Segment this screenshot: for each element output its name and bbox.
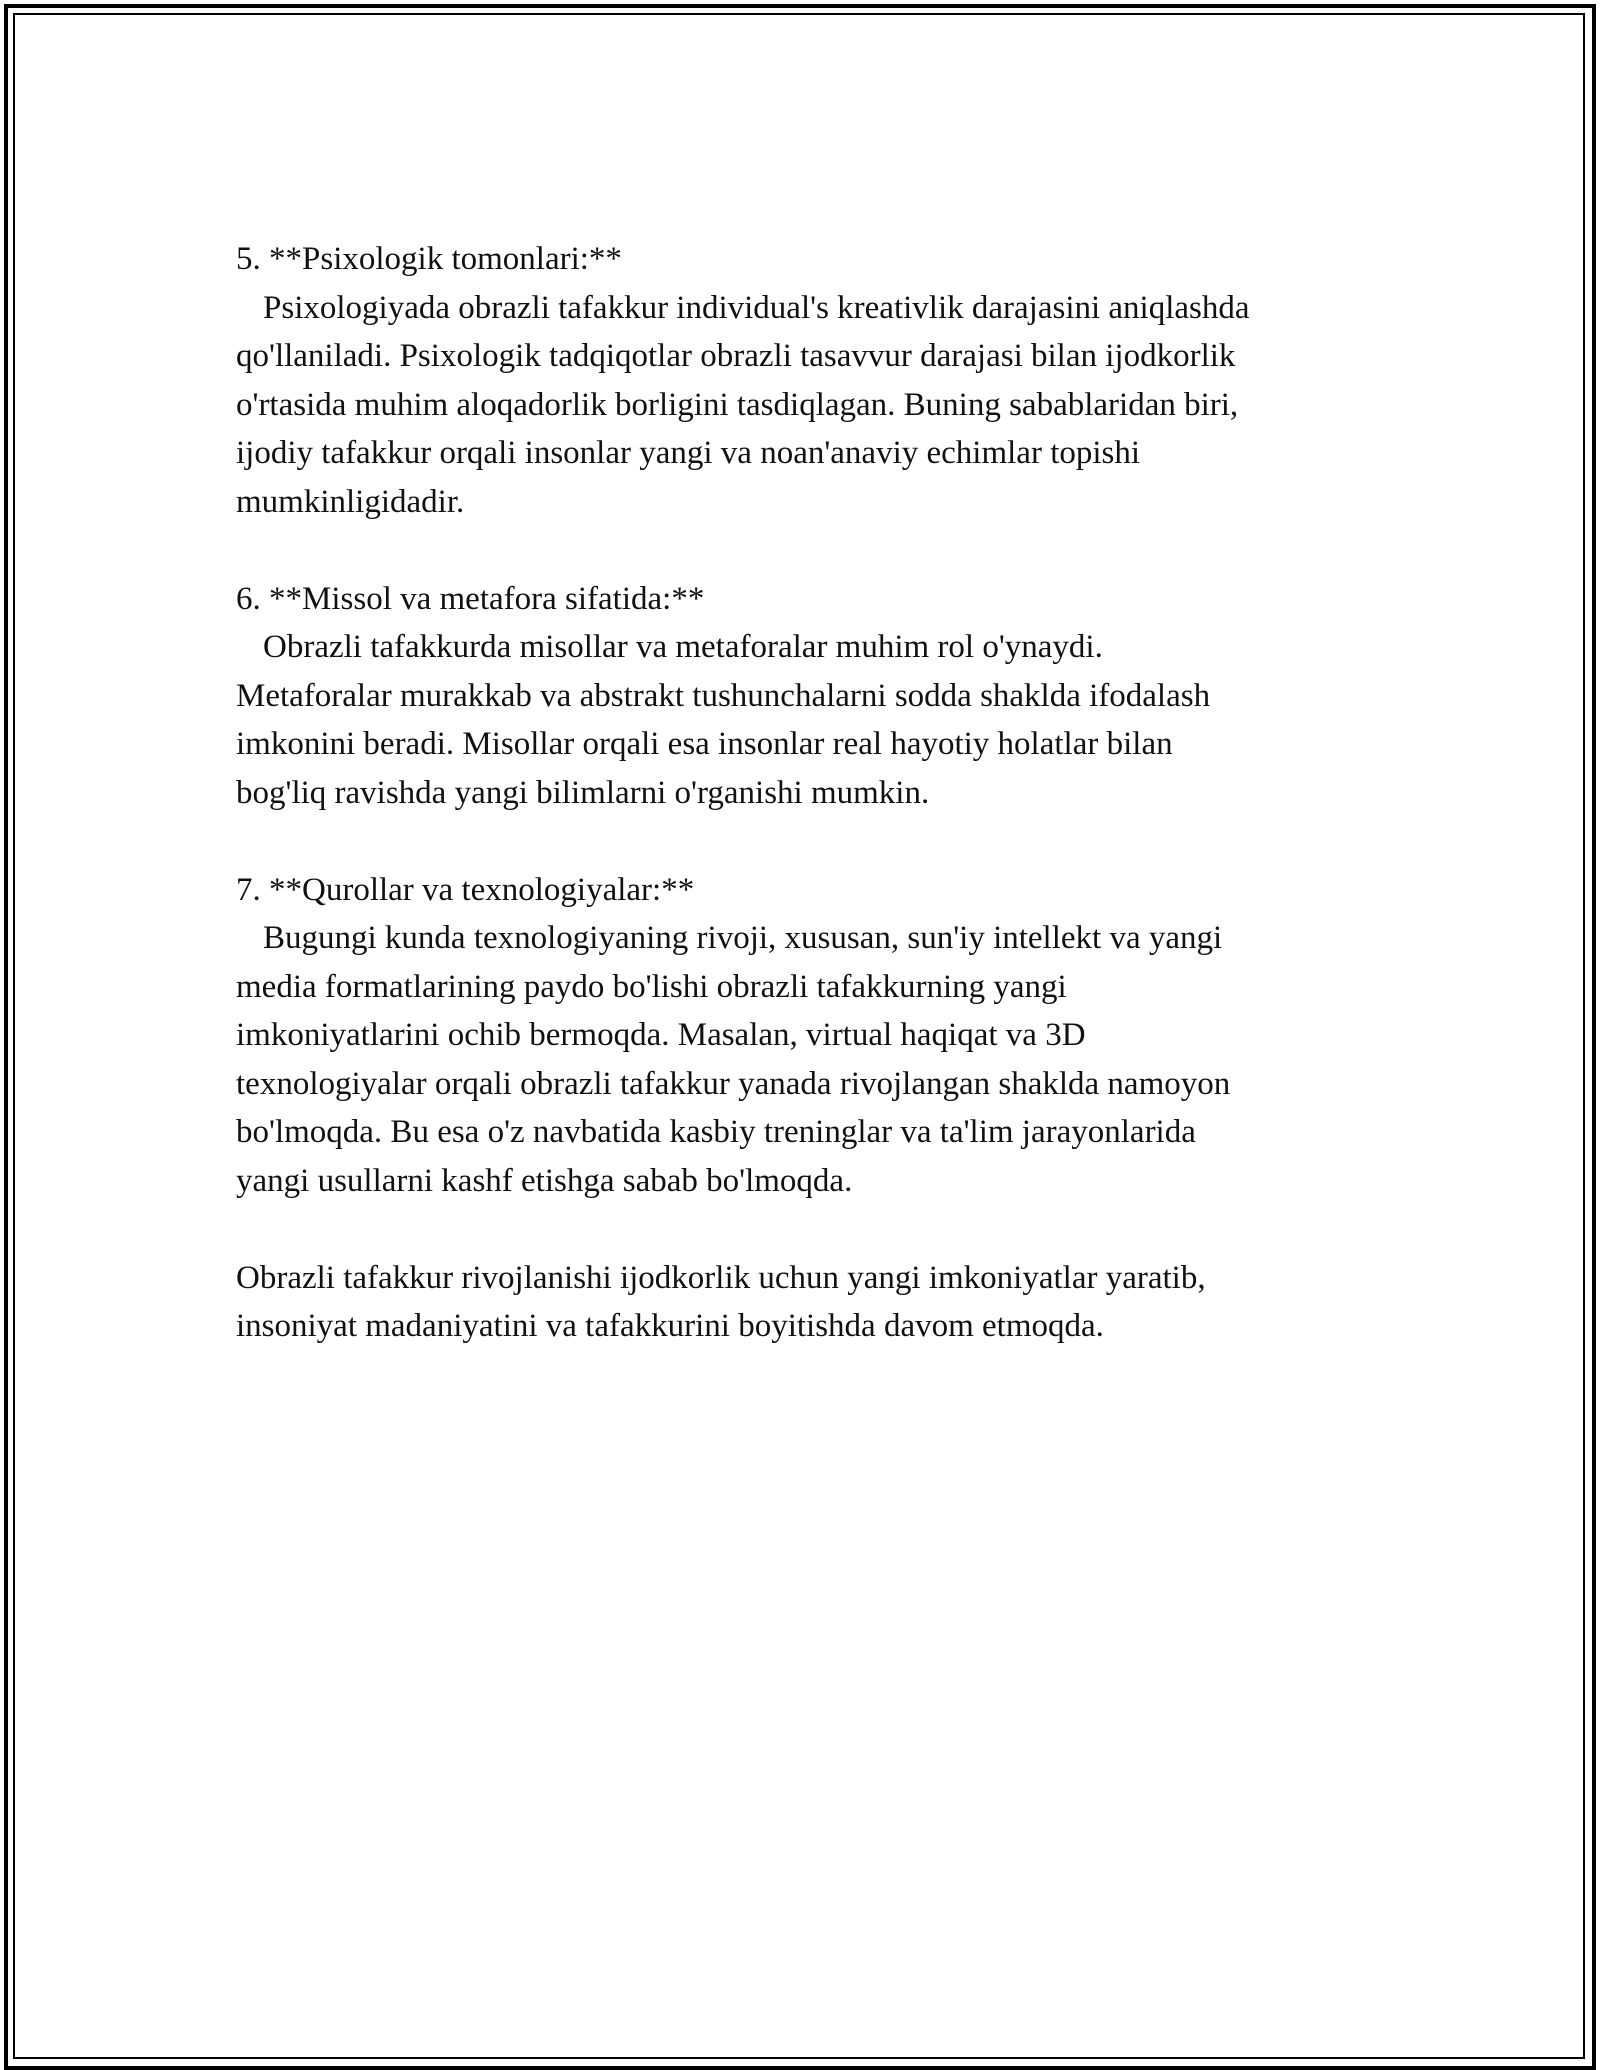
section-body: Metaforalar murakkab va abstrakt tushunchalarni sodda shaklda ifodalash imkonini beradi. Misollar orqali esa insonlar real hayotiy holatlar bilan bog'liq ravishda yangi bilimlarni o'rganishi mumkin. <box>236 677 1211 811</box>
section-body-first-line: Psixologiyada obrazli tafakkur individual's kreativlik darajasini aniqlashda <box>263 289 1250 326</box>
section-body-first-line: Obrazli tafakkurda misollar va metaforalar muhim rol o'ynaydi. <box>263 629 1103 665</box>
paragraph-gap <box>236 817 1386 866</box>
paragraph-gap <box>236 526 1386 575</box>
section-body-first-line: Bugungi kunda texnologiyaning rivoji, xususan, sun'iy intellekt va yangi <box>263 920 1223 956</box>
section-examples-and-metaphors <box>236 575 1386 818</box>
section-heading: 7. **Qurollar va texnologiyalar:** <box>236 871 695 908</box>
section-psychological-aspects <box>236 235 1386 526</box>
section-heading: 5. **Psixologik tomonlari:** <box>236 241 622 277</box>
paragraph-gap <box>236 1205 1386 1254</box>
section-body: qo'llaniladi. Psixologik tadqiqotlar obrazli tasavvur darajasi bilan ijodkorlik o'rtasida muhim aloqadorlik borligini tasdiqlagan. Buning sabablaridan biri, ijodiy tafakkur orqali insonlar yangi va noan'anaviy echimlar topishi mumkinligidadir. <box>236 338 1239 520</box>
section-tools-and-technologies <box>236 866 1386 1206</box>
section-heading: 6. **Missol va metafora sifatida:** <box>236 580 705 617</box>
conclusion-paragraph: Obrazli tafakkur rivojlanishi ijodkorlik uchun yangi imkoniyatlar yaratib, insoniyat madaniyatini va tafakkurini boyitishda davom etmoqda. <box>236 1259 1206 1344</box>
section-body: media formatlarining paydo bo'lishi obrazli tafakkurning yangi imkoniyatlarini ochib bermoqda. Masalan, virtual haqiqat va 3D texnologiyalar orqali obrazli tafakkur yanada rivojlangan shaklda namoyon bo'lmoqda. Bu esa o'z navbatida kasbiy treninglar va ta'lim jarayonlarida yangi usullarni kashf etishga sabab bo'lmoqda. <box>236 968 1231 1199</box>
document-body <box>236 235 1386 1351</box>
